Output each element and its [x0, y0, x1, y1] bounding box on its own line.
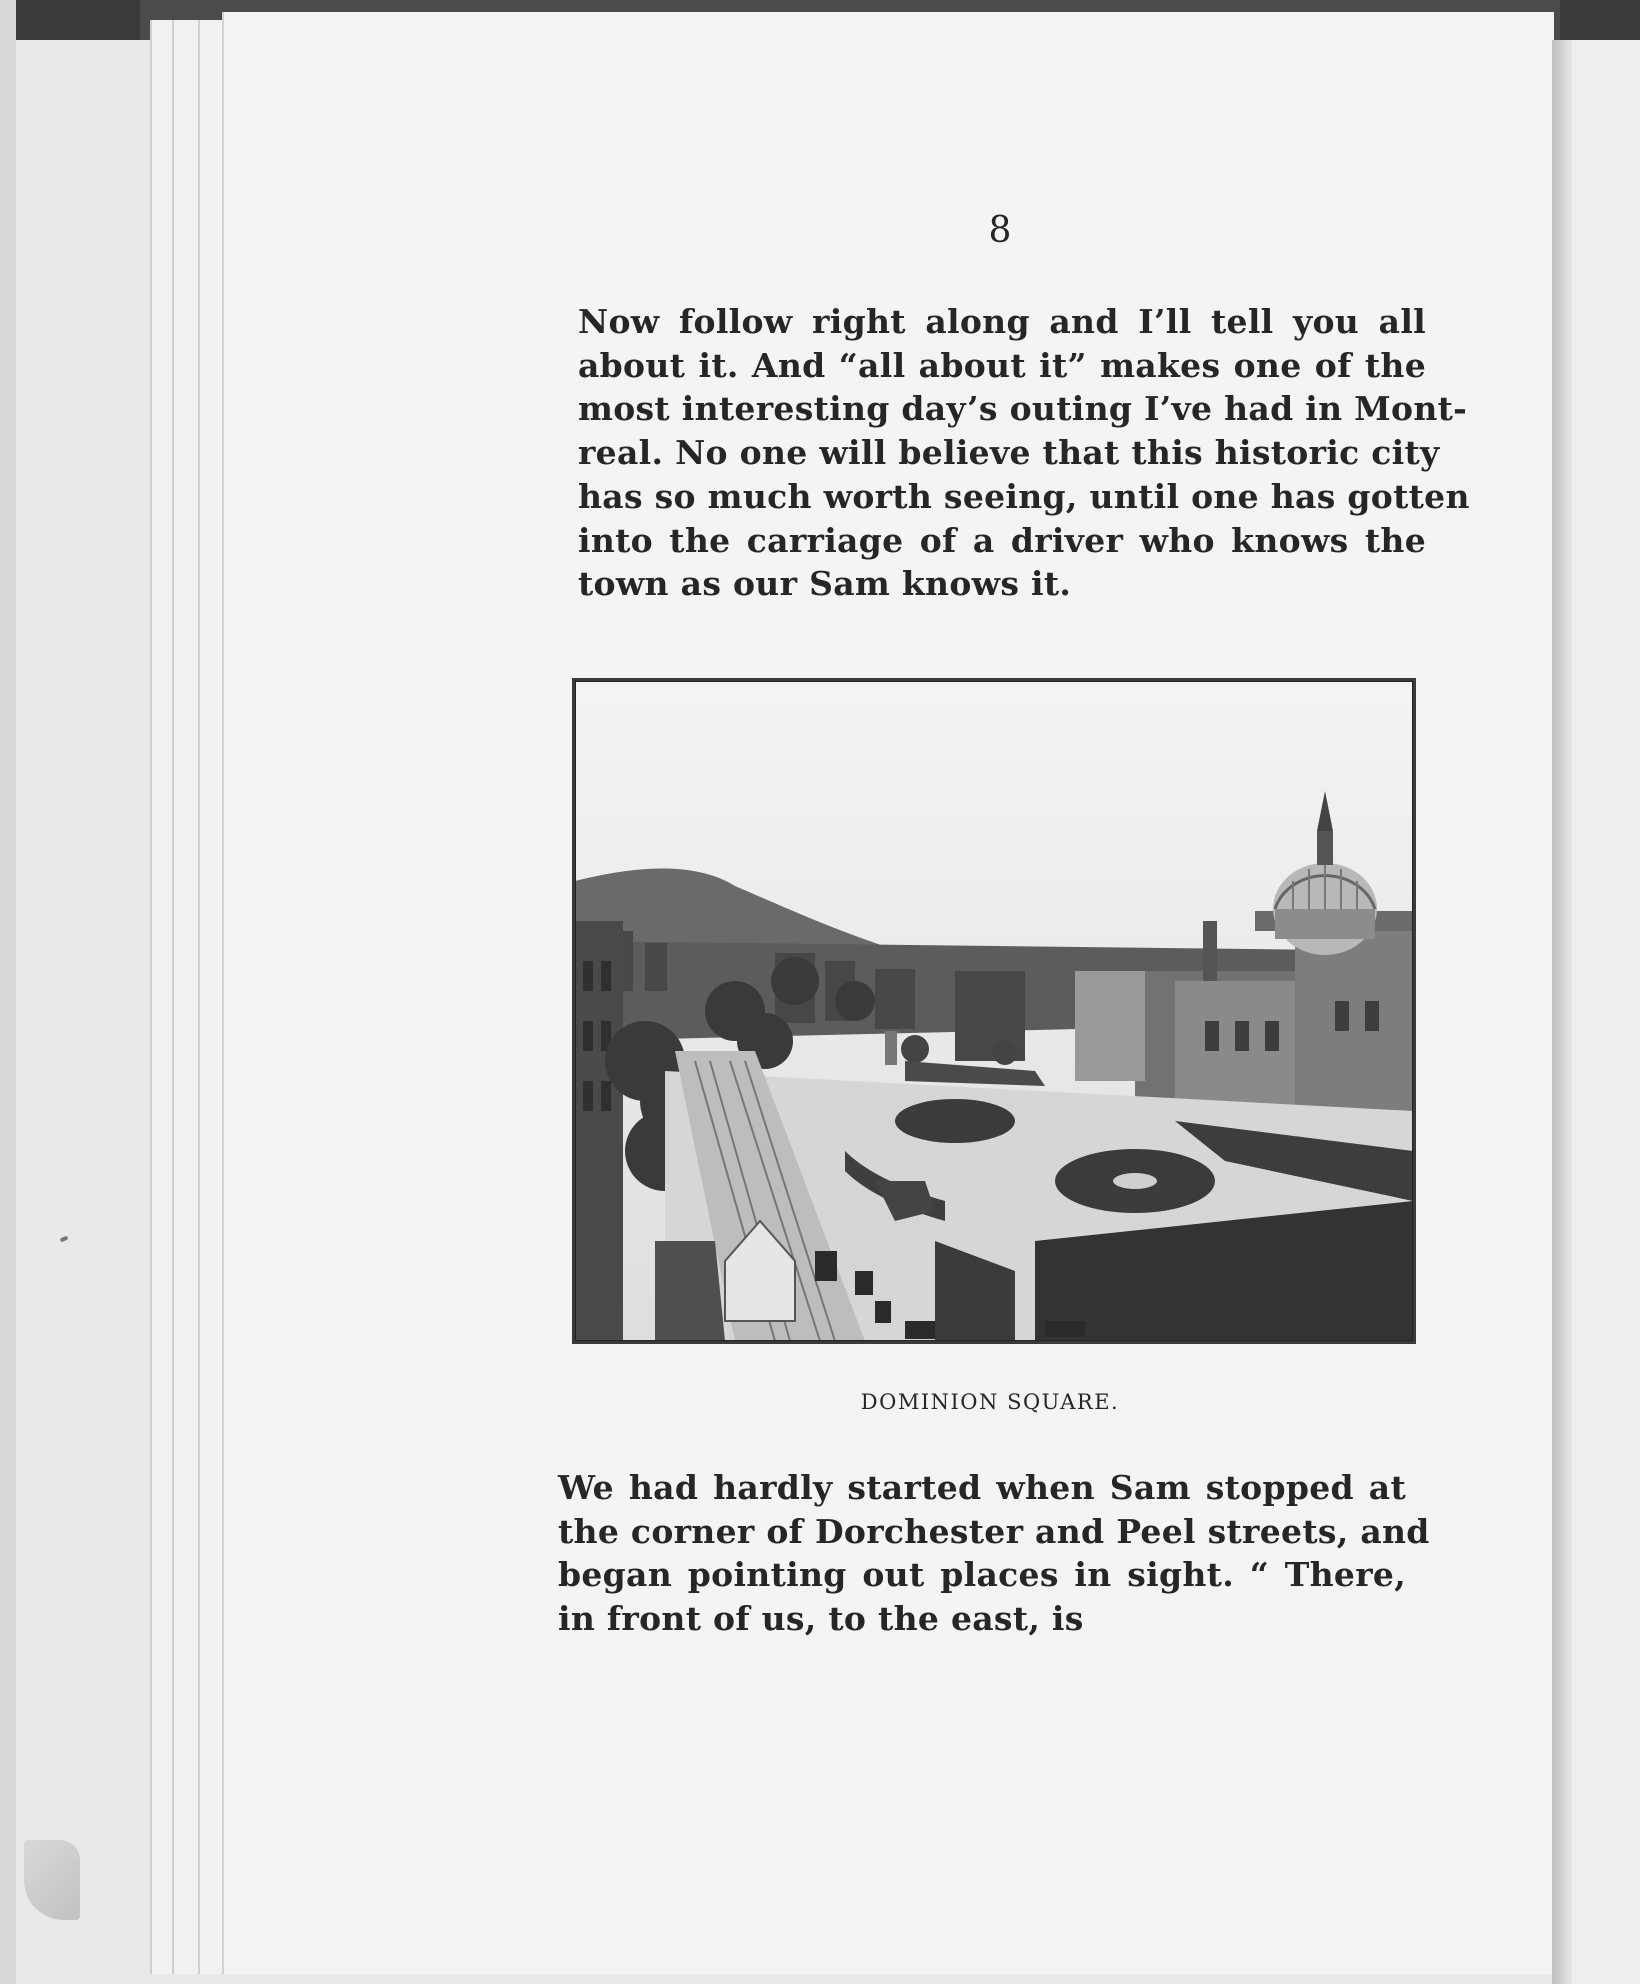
- text-line: has so much worth seeing, until one has gotten: [578, 476, 1470, 516]
- page-corner-fold: [24, 1840, 80, 1920]
- text-line: town as our Sam knows it.: [578, 564, 1072, 604]
- paragraph-narrative: [558, 1466, 1430, 1641]
- gutter-shadow: [1552, 40, 1572, 1984]
- text-line: into the carriage of a driver who knows the: [578, 520, 1426, 560]
- ink-speck: [60, 1235, 69, 1242]
- text-line: Now follow right along and I’ll tell you all: [578, 302, 1426, 341]
- text-line: real. No one will believe that this historic city: [578, 433, 1440, 473]
- paragraph-intro: [578, 300, 1470, 606]
- text-line: most interesting day’s outing I’ve had in Mont-: [578, 389, 1468, 429]
- right-page-edge: [1572, 40, 1640, 1984]
- text-line: the corner of Dorchester and Peel streets, and: [558, 1511, 1430, 1551]
- page-number: 8: [988, 210, 1012, 251]
- figure-caption: DOMINION SQUARE.: [860, 1390, 1120, 1414]
- text-line: in front of us, to the east, is: [558, 1599, 1084, 1639]
- photo-illustration: [575, 681, 1413, 1341]
- left-page-edge: [0, 0, 16, 1984]
- text-line: about it. And “all about it” makes one of the: [578, 345, 1426, 385]
- dominion-square-photo: [572, 678, 1416, 1344]
- text-line: began pointing out places in sight. “ There,: [558, 1555, 1406, 1595]
- text-line: We had hardly started when Sam stopped at: [558, 1468, 1406, 1507]
